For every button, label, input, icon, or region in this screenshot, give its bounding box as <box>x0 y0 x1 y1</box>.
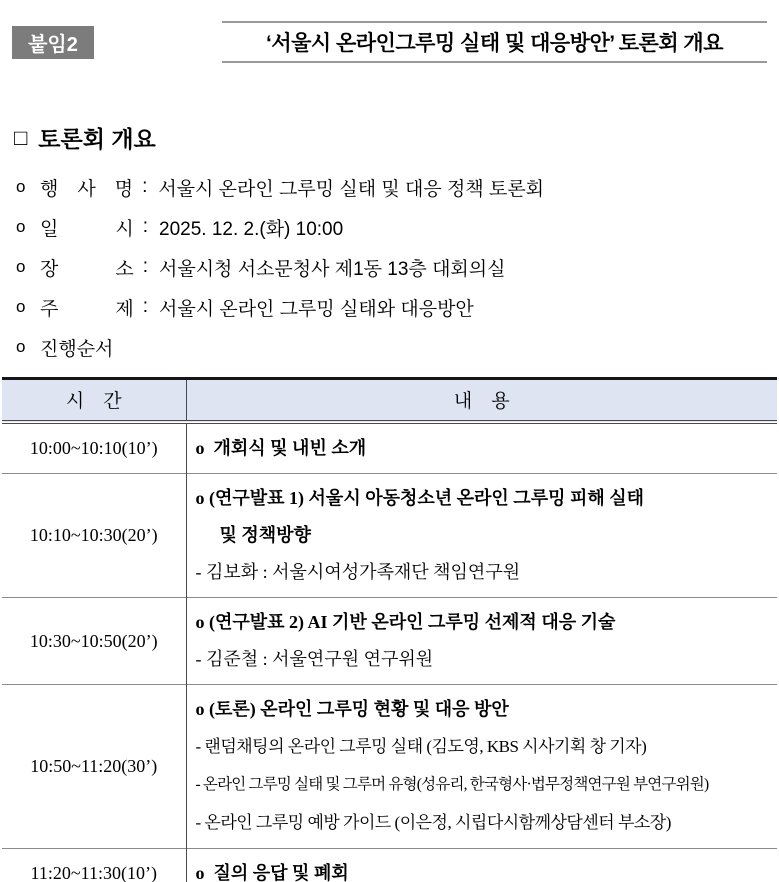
table-header-row <box>2 379 777 423</box>
colon-separator: : <box>142 256 148 277</box>
speaker-line: - 온라인 그루밍 실태 및 그루머 유형(성유리, 한국형사·법무정책연구원 부연구위원) <box>195 776 709 793</box>
colon-separator: : <box>142 296 148 317</box>
content-cell <box>186 849 777 882</box>
table-row <box>2 598 777 685</box>
schedule-table-wrapper <box>2 377 777 882</box>
field-label: 진행순서 <box>40 338 114 360</box>
agenda-item: o 질의 응답 및 폐회 <box>195 863 349 882</box>
field-label: 일 시 <box>40 218 134 240</box>
square-bullet-icon: □ <box>14 124 28 150</box>
circle-bullet-icon: o <box>16 297 26 316</box>
field-value: 서울시 온라인 그루밍 실태와 대응방안 <box>159 298 474 320</box>
schedule-table <box>2 377 777 882</box>
time-cell: 11:20~11:30(10’) <box>2 849 186 882</box>
field-label: 장 소 <box>40 258 134 280</box>
time-cell: 10:50~11:20(30’) <box>2 685 186 849</box>
column-header-content: 내 용 <box>186 379 777 423</box>
circle-bullet-icon: o <box>16 337 26 356</box>
speaker-line: - 김준철 : 서울연구원 연구위원 <box>195 649 434 669</box>
section-title: 토론회 개요 <box>38 126 156 152</box>
time-cell: 10:10~10:30(20’) <box>2 474 186 598</box>
content-cell <box>186 598 777 685</box>
content-cell <box>186 422 777 474</box>
document-title: ‘서울시 온라인그루밍 실태 및 대응방안’ 토론회 개요 <box>222 21 767 63</box>
list-item-date <box>16 207 779 247</box>
agenda-item-wrap: 및 정책방향 <box>219 525 311 545</box>
table-row <box>2 685 777 849</box>
colon-separator: : <box>142 216 148 237</box>
time-cell: 10:30~10:50(20’) <box>2 598 186 685</box>
column-header-time: 시 간 <box>2 379 186 423</box>
circle-bullet-icon: o <box>16 177 26 196</box>
content-cell <box>186 474 777 598</box>
table-row <box>2 474 777 598</box>
content-cell <box>186 685 777 849</box>
colon-separator: : <box>142 176 148 197</box>
speaker-line: - 온라인 그루밍 예방 가이드 (이은정, 시립다시함께상담센터 부소장) <box>195 813 671 832</box>
time-cell: 10:00~10:10(10’) <box>29 438 158 458</box>
list-item-agenda <box>16 327 779 367</box>
circle-bullet-icon: o <box>16 217 26 236</box>
field-value: 서울시청 서소문청사 제1동 13층 대회의실 <box>159 258 506 280</box>
list-item-place <box>16 247 779 287</box>
list-item-event-name <box>16 167 779 207</box>
list-item-topic <box>16 287 779 327</box>
attachment-header <box>12 21 767 63</box>
agenda-item: o (토론) 온라인 그루밍 현황 및 대응 방안 <box>195 699 509 719</box>
table-row <box>2 849 777 882</box>
field-value: 2025. 12. 2.(화) 10:00 <box>159 218 344 240</box>
agenda-item: o 개회식 및 내빈 소개 <box>195 438 367 458</box>
field-label: 행 사 명 <box>40 178 134 200</box>
field-label: 주 제 <box>40 298 134 320</box>
agenda-item: o (연구발표 1) 서울시 아동청소년 온라인 그루밍 피해 실태 <box>195 488 645 508</box>
field-value: 서울시 온라인 그루밍 실태 및 대응 정책 토론회 <box>158 178 545 200</box>
table-row <box>2 422 777 474</box>
circle-bullet-icon: o <box>16 257 26 276</box>
section-heading <box>14 121 779 154</box>
event-info-list <box>16 167 779 367</box>
attachment-badge: 붙임2 <box>12 26 94 59</box>
speaker-line: - 김보화 : 서울시여성가족재단 책임연구원 <box>195 562 521 582</box>
agenda-item: o (연구발표 2) AI 기반 온라인 그루밍 선제적 대응 기술 <box>195 612 616 632</box>
speaker-line: - 랜덤채팅의 온라인 그루밍 실태 (김도영, KBS 시사기획 창 기자) <box>195 737 647 756</box>
